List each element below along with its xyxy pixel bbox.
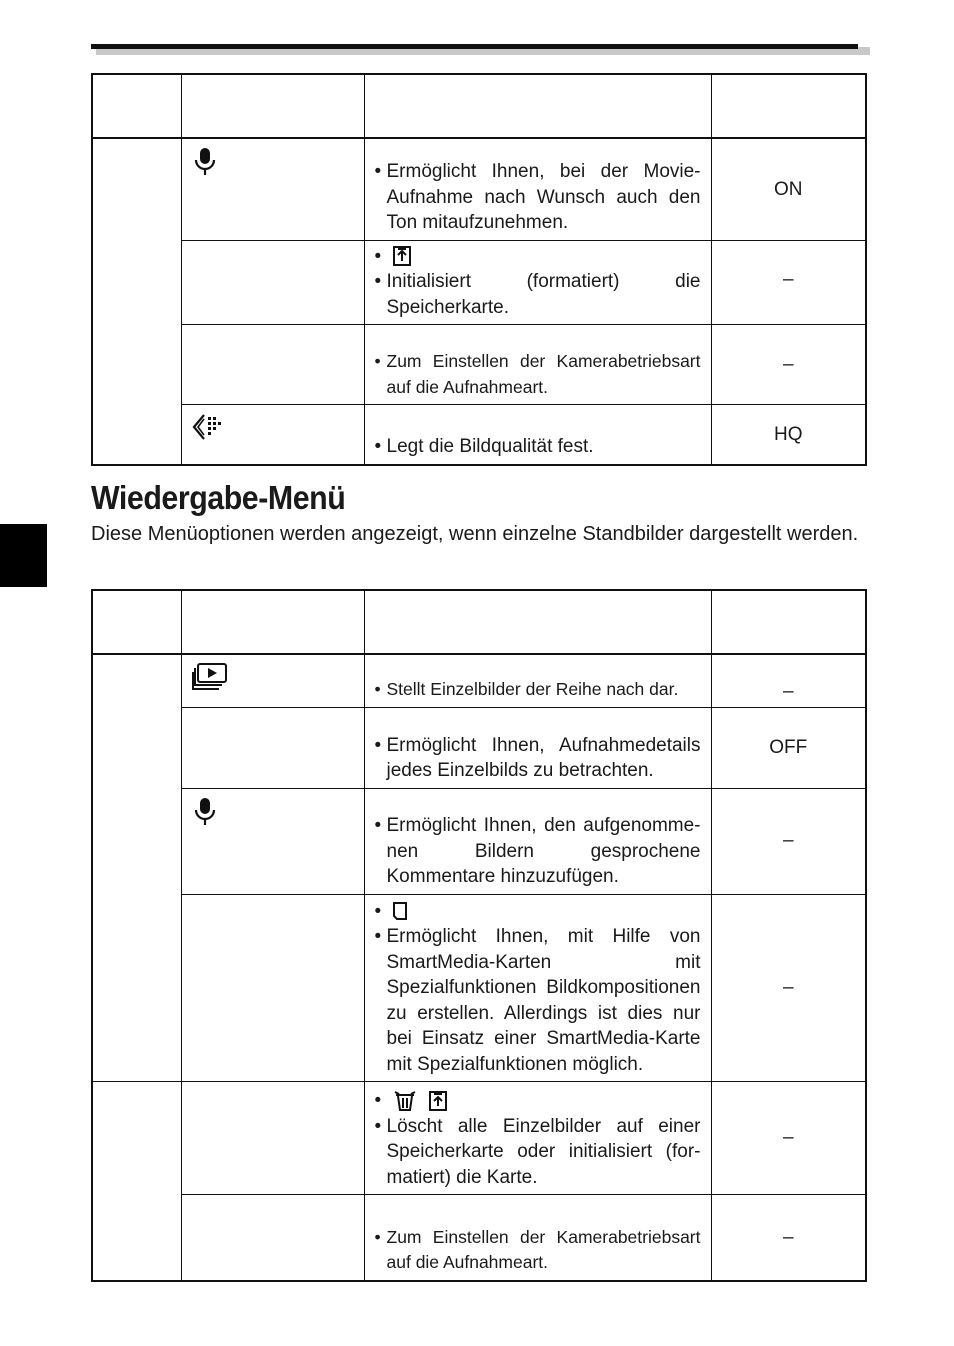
default-value: ON xyxy=(711,138,866,240)
table-row xyxy=(92,405,866,465)
default-value: – xyxy=(711,788,866,894)
description: • Zum Einstellen der Kamerabetriebsart auf die Aufnahmeart. xyxy=(375,349,701,400)
table-row xyxy=(92,707,866,788)
image-quality-icon xyxy=(192,413,226,443)
table-row xyxy=(92,1195,866,1281)
description: • Stellt Einzelbilder der Reihe nach dar. xyxy=(375,677,701,703)
header-rule xyxy=(91,44,858,49)
default-value: HQ xyxy=(711,405,866,465)
table-row xyxy=(92,1082,866,1195)
default-value: – xyxy=(711,1195,866,1281)
table-header-row xyxy=(92,590,866,654)
table-row xyxy=(92,325,866,405)
default-value: – xyxy=(711,240,866,325)
default-value: – xyxy=(711,894,866,1082)
record-menu-table xyxy=(91,73,867,466)
default-value: – xyxy=(711,654,866,707)
slideshow-icon xyxy=(192,663,228,691)
group-cell xyxy=(92,654,181,1082)
description: • Ermöglicht Ihnen, mit Hilfe von SmartMedia-Karten mit Spezialfunktionen Bildkompositionen zu erstellen. Allerdings ist dies nur bei Einsatz einer SmartMedia-Karte mit Spezialfunktionen möglich. xyxy=(375,924,701,1077)
table-row xyxy=(92,654,866,707)
section-title: Wiedergabe-Menü xyxy=(91,479,346,516)
default-value: – xyxy=(711,1082,866,1195)
group-cell xyxy=(92,1082,181,1281)
description: • Ermöglicht Ihnen, den aufgenomme-nen Bildern gesprochene Kommentare hinzuzufügen. xyxy=(375,813,701,890)
section-intro: Diese Menüoptionen werden angezeigt, wenn einzelne Standbilder dargestellt werden. xyxy=(91,523,859,545)
chapter-tab xyxy=(0,524,47,587)
card-format-icon xyxy=(392,246,412,266)
card-icon xyxy=(392,902,408,920)
default-value: OFF xyxy=(711,707,866,788)
description: • Legt die Bildqualität fest. xyxy=(375,434,701,460)
description: • Initialisiert (formatiert) die Speicherkarte. xyxy=(375,269,701,320)
description: • Ermöglicht Ihnen, bei der Movie-Aufnahme nach Wunsch auch den Ton mitaufzunehmen. xyxy=(375,159,701,236)
delete-all-format-icon xyxy=(392,1090,452,1112)
table-row xyxy=(92,894,866,1082)
default-value: – xyxy=(711,325,866,405)
table-header-row xyxy=(92,74,866,138)
table-row xyxy=(92,138,866,240)
microphone-icon xyxy=(192,147,218,177)
group-cell xyxy=(92,138,181,465)
description: • Löscht alle Einzelbilder auf einer Speicherkarte oder initialisiert (for-matiert) die Karte. xyxy=(375,1114,701,1191)
description: • Zum Einstellen der Kamerabetriebsart auf die Aufnahmeart. xyxy=(375,1225,701,1276)
table-row xyxy=(92,788,866,894)
description: • Ermöglicht Ihnen, Aufnahmedetails jedes Einzelbilds zu betrachten. xyxy=(375,733,701,784)
table-row xyxy=(92,240,866,325)
microphone-icon xyxy=(192,797,218,827)
playback-menu-table xyxy=(91,589,867,1282)
